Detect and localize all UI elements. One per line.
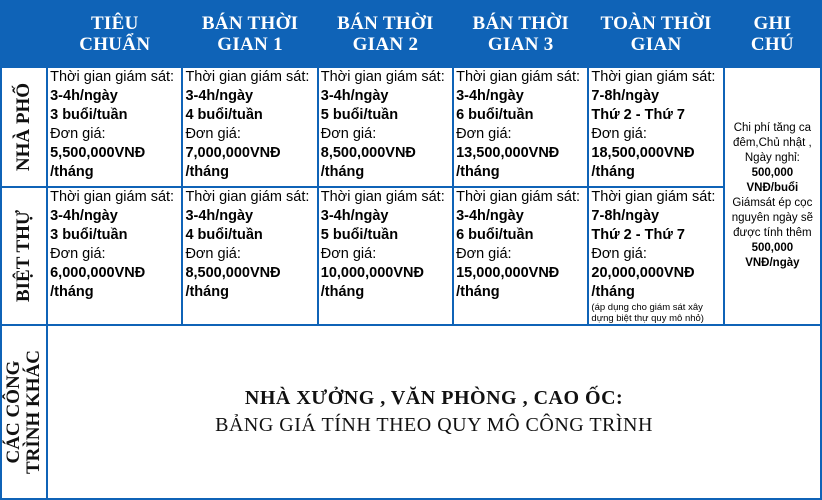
table-row (2, 68, 820, 186)
header-line: CHUẨN (79, 34, 151, 55)
cell-text: Đơn giá: (50, 126, 106, 142)
cell-text: 7-8h/ngày (591, 208, 660, 224)
cell-text: 3 buổi/tuần (50, 227, 128, 243)
header-corner (2, 2, 46, 66)
cell-text: Thời gian giám sát: (320, 69, 445, 85)
cell-text: Đơn giá: (456, 126, 512, 142)
header-notes (725, 2, 820, 66)
cell-text: /tháng (185, 284, 229, 300)
note-line: VNĐ/ngày (745, 257, 800, 269)
cell-text: /tháng (320, 284, 365, 300)
cell-text: 6 buổi/tuần (456, 227, 534, 243)
note-line: được tính thêm (733, 227, 812, 239)
cell-text: 6 buổi/tuần (456, 107, 534, 123)
table-row (2, 326, 820, 498)
header-line: GHI (753, 13, 792, 34)
cell-price: 5,500,000VNĐ (50, 145, 146, 161)
note-line: Giámsát ép cọc (732, 197, 813, 209)
cell-price: 20,000,000VNĐ (591, 265, 695, 281)
price-cell (589, 188, 722, 324)
price-cell (48, 68, 181, 186)
table-row (2, 188, 820, 324)
row-label-townhouse (2, 68, 46, 186)
cell-text: Đơn giá: (591, 246, 647, 262)
cell-text: /tháng (591, 284, 635, 300)
cell-text: /tháng (320, 164, 365, 180)
cell-text: /tháng (50, 284, 94, 300)
cell-footnote: (áp dụng cho giám sát xây dựng biệt thự quy mô nhỏ) (591, 302, 704, 324)
cell-price: 13,500,000VNĐ (456, 145, 560, 161)
note-line: 500,000 (751, 167, 794, 179)
cell-text: Thời gian giám sát: (50, 69, 175, 85)
note-line: Ngày nghỉ: (744, 152, 800, 164)
cell-price: 8,500,000VNĐ (185, 265, 281, 281)
note-line: Chi phí tăng ca (733, 122, 812, 134)
cell-text: /tháng (591, 164, 635, 180)
cell-text: 3-4h/ngày (456, 88, 524, 104)
cell-text: 3-4h/ngày (50, 208, 118, 224)
cell-text: Đơn giá: (320, 126, 377, 142)
note-line: nguyên ngày sẽ (731, 212, 813, 224)
header-line: CHÚ (750, 34, 794, 55)
note-line: đêm,Chủ nhật , (733, 137, 812, 149)
cell-text: 5 buổi/tuần (320, 107, 399, 123)
header-line: TOÀN THỜI (600, 13, 712, 34)
cell-text: /tháng (185, 164, 229, 180)
cell-text: 4 buổi/tuần (185, 107, 263, 123)
price-cell (454, 68, 587, 186)
price-cell (589, 68, 722, 186)
cell-text: Đơn giá: (185, 246, 241, 262)
row-label-villa (2, 188, 46, 324)
price-cell (319, 68, 452, 186)
cell-text: 3-4h/ngày (185, 208, 254, 224)
cell-text: 5 buổi/tuần (320, 227, 399, 243)
row-label-text: TRÌNH KHÁC (23, 349, 45, 475)
header-part-time-1 (183, 2, 316, 66)
other-projects-title: NHÀ XƯỞNG , VĂN PHÒNG , CAO ỐC: (244, 387, 624, 409)
cell-text: Đơn giá: (456, 246, 512, 262)
cell-text: 3-4h/ngày (50, 88, 118, 104)
cell-text: 3 buổi/tuần (50, 107, 128, 123)
cell-text: Thứ 2 - Thứ 7 (591, 227, 685, 243)
cell-text: Thời gian giám sát: (320, 189, 445, 205)
price-cell (48, 188, 181, 324)
cell-text: /tháng (50, 164, 94, 180)
cell-text: /tháng (456, 284, 500, 300)
cell-price: 6,000,000VNĐ (50, 265, 146, 281)
cell-text: Thời gian giám sát: (591, 189, 716, 205)
cell-price: 8,500,000VNĐ (320, 145, 416, 161)
cell-text: 3-4h/ngày (320, 88, 389, 104)
notes-cell (725, 68, 820, 324)
cell-text: Thời gian giám sát: (591, 69, 716, 85)
cell-price: 7,000,000VNĐ (185, 145, 281, 161)
cell-text: Đơn giá: (185, 126, 241, 142)
cell-text: Thời gian giám sát: (456, 189, 581, 205)
other-projects-subtitle: BẢNG GIÁ TÍNH THEO QUY MÔ CÔNG TRÌNH (215, 414, 653, 436)
price-cell (454, 188, 587, 324)
cell-text: Thứ 2 - Thứ 7 (591, 107, 685, 123)
header-line: GIAN 1 (217, 34, 283, 55)
cell-text: Đơn giá: (320, 246, 377, 262)
other-projects-cell (48, 326, 820, 498)
header-full-time (589, 2, 722, 66)
price-cell (319, 188, 452, 324)
cell-text: Thời gian giám sát: (185, 69, 310, 85)
cell-text: 7-8h/ngày (591, 88, 660, 104)
cell-text: /tháng (456, 164, 500, 180)
row-label-text: BIỆT THỰ (13, 209, 35, 303)
cell-text: 3-4h/ngày (456, 208, 524, 224)
header-line: BÁN THỜI (472, 13, 570, 34)
cell-text: Thời gian giám sát: (185, 189, 310, 205)
header-line: GIAN (630, 34, 682, 55)
cell-text: 3-4h/ngày (185, 88, 254, 104)
row-label-text: CÁC CÔNG (3, 360, 25, 464)
header-standard (48, 2, 181, 66)
row-label-text: NHÀ PHỐ (13, 82, 35, 172)
note-line: 500,000 (751, 242, 794, 254)
header-part-time-2 (319, 2, 452, 66)
price-cell (183, 188, 316, 324)
cell-text: 4 buổi/tuần (185, 227, 263, 243)
cell-price: 10,000,000VNĐ (320, 265, 424, 281)
cell-price: 15,000,000VNĐ (456, 265, 560, 281)
header-line: TIÊU (90, 13, 139, 34)
header-line: GIAN 2 (352, 34, 419, 55)
cell-text: Đơn giá: (50, 246, 106, 262)
cell-text: Đơn giá: (591, 126, 647, 142)
cell-text: Thời gian giám sát: (50, 189, 175, 205)
header-line: GIAN 3 (487, 34, 554, 55)
header-part-time-3 (454, 2, 587, 66)
cell-text: Thời gian giám sát: (456, 69, 581, 85)
price-cell (183, 68, 316, 186)
header-row (2, 2, 820, 66)
cell-price: 18,500,000VNĐ (591, 145, 695, 161)
cell-text: 3-4h/ngày (320, 208, 389, 224)
row-label-other (2, 326, 46, 498)
header-line: BÁN THỜI (337, 13, 434, 34)
header-line: BÁN THỜI (201, 13, 299, 34)
note-line: VNĐ/buổi (746, 182, 799, 194)
